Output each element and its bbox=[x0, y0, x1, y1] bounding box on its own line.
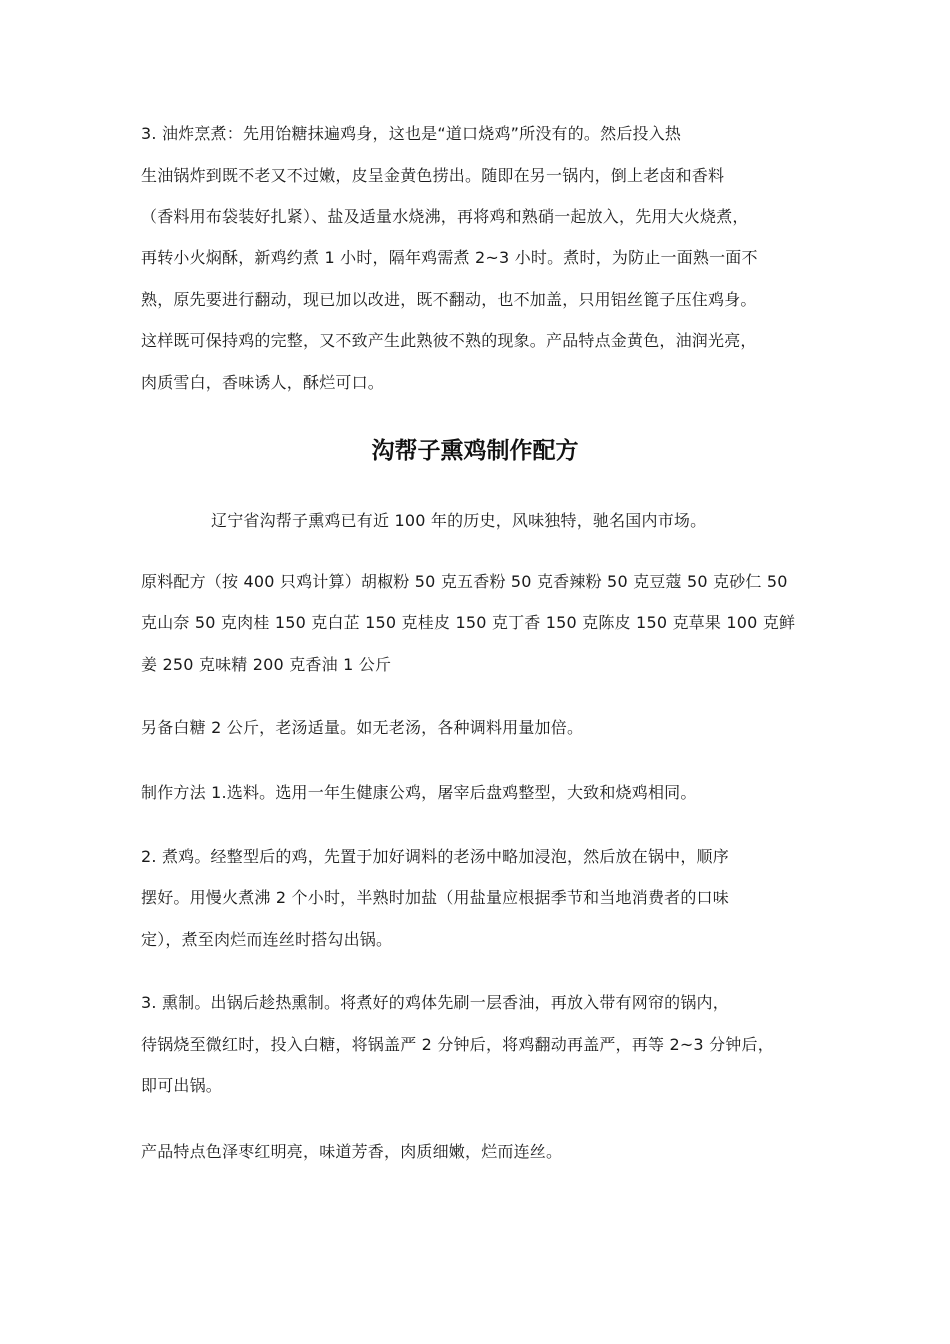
document-title: 沟帮子熏鸡制作配方 bbox=[371, 438, 579, 464]
paragraph-line: 姜 250 克味精 200 克香油 1 公斤 bbox=[141, 655, 392, 674]
paragraph-line: 原料配方（按 400 只鸡计算）胡椒粉 50 克五香粉 50 克香辣粉 50 克豆蔻 50 克砂仁 50 bbox=[141, 572, 788, 591]
paragraph-line: 2. 煮鸡。经整型后的鸡，先置于加好调料的老汤中略加浸泡，然后放在锅中，顺序 bbox=[141, 847, 729, 866]
extra-ingredients-paragraph: 另备白糖 2 公斤，老汤适量。如无老汤，各种调料用量加倍。 bbox=[141, 718, 584, 737]
method-step-1: 制作方法 1.选料。选用一年生健康公鸡，屠宰后盘鸡整型，大致和烧鸡相同。 bbox=[141, 783, 697, 802]
paragraph-line: 这样既可保持鸡的完整，又不致产生此熟彼不熟的现象。产品特点金黄色，油润光亮， bbox=[141, 331, 757, 350]
product-feature-paragraph: 产品特点色泽枣红明亮，味道芳香，肉质细嫩，烂而连丝。 bbox=[141, 1142, 563, 1161]
paragraph-line: （香料用布袋装好扎紧）、盐及适量水烧沸，再将鸡和熟硝一起放入，先用大火烧煮， bbox=[141, 207, 749, 226]
paragraph-line: 3. 熏制。出锅后趁热熏制。将煮好的鸡体先刷一层香油，再放入带有网帘的锅内， bbox=[141, 993, 729, 1012]
paragraph-line: 待锅烧至微红时，投入白糖，将锅盖严 2 分钟后，将鸡翻动再盖严，再等 2~3 分钟后， bbox=[141, 1035, 774, 1054]
paragraph-line: 肉质雪白，香味诱人，酥烂可口。 bbox=[141, 373, 385, 392]
paragraph-line: 克山奈 50 克肉桂 150 克白芷 150 克桂皮 150 克丁香 150 克陈皮 150 克草果 100 克鲜 bbox=[141, 613, 796, 632]
paragraph-line: 3. 油炸烹煮：先用饴糖抹遍鸡身，这也是“道口烧鸡”所没有的。然后投入热 bbox=[141, 124, 682, 143]
paragraph-line: 定），煮至肉烂而连丝时搭勾出锅。 bbox=[141, 930, 393, 949]
paragraph-line: 即可出锅。 bbox=[141, 1076, 223, 1095]
paragraph-line: 摆好。用慢火煮沸 2 个小时，半熟时加盐（用盐量应根据季节和当地消费者的口味 bbox=[141, 888, 729, 907]
paragraph-line: 再转小火焖酥，新鸡约煮 1 小时，隔年鸡需煮 2~3 小时。煮时，为防止一面熟一面不 bbox=[141, 248, 758, 267]
intro-paragraph: 辽宁省沟帮子熏鸡已有近 100 年的历史，风味独特，驰名国内市场。 bbox=[211, 511, 707, 530]
paragraph-line: 生油锅炸到既不老又不过嫩，皮呈金黄色捞出。随即在另一锅内，倒上老卤和香料 bbox=[141, 166, 725, 185]
paragraph-line: 熟，原先要进行翻动，现已加以改进，既不翻动，也不加盖，只用铝丝篦子压住鸡身。 bbox=[141, 290, 757, 309]
